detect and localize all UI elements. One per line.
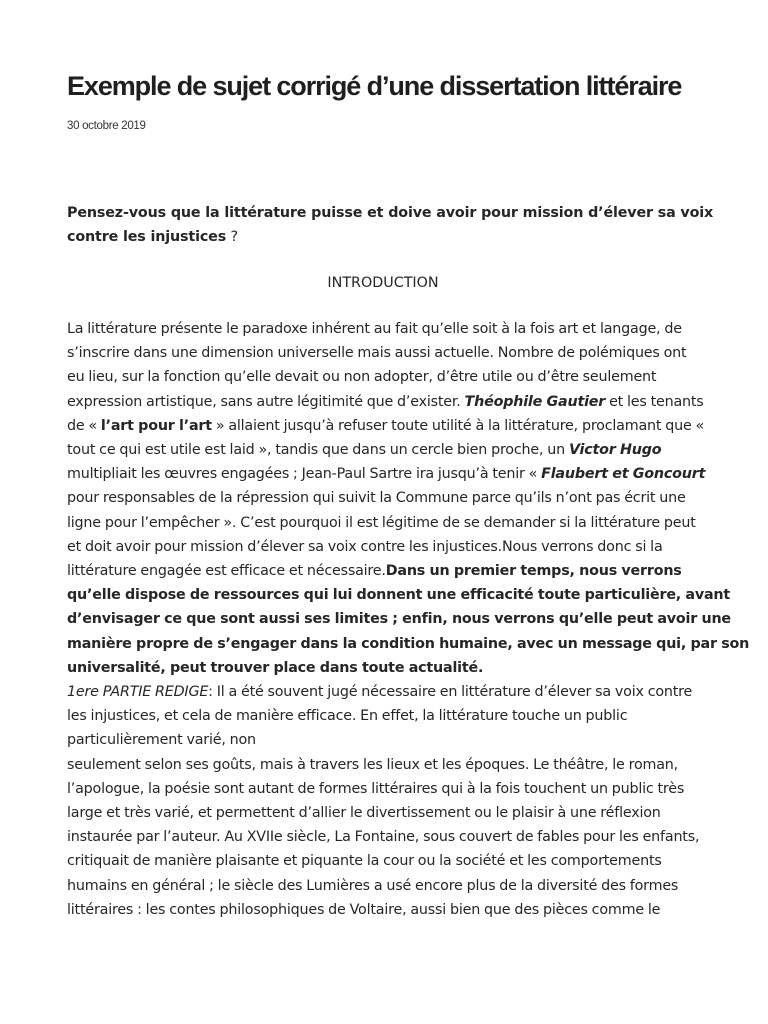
intro-line: pour responsables de la répression qui suivit la Commune parce qu’ils n’ont pas écrit une [67, 490, 686, 507]
author-name: Flaubert et Goncourt [541, 466, 706, 483]
intro-line [67, 559, 703, 583]
part1-line: humains en général ; le siècle des Lumières a usé encore plus de la diversité des formes [67, 877, 679, 894]
intro-line [67, 414, 703, 438]
emphasis-text: d’envisager ce que sont aussi ses limites ; enfin, nous verrons qu’elle peut avoir une [67, 611, 731, 628]
author-name: Théophile Gautier [464, 393, 606, 410]
emphasis-text: Dans un premier temps, nous verrons [385, 563, 682, 580]
article-date: 30 octobre 2019 [67, 120, 146, 132]
intro-line [67, 438, 703, 462]
emphasis-text: universalité, peut trouver place dans toute actualité. [67, 659, 484, 676]
text-run: multipliait les œuvres engagées ; Jean-Paul Sartre ira jusqu’à tenir « [67, 466, 542, 483]
emphasis-text: qu’elle dispose de ressources qui lui donnent une efficacité toute particulière, avant [67, 587, 731, 604]
question-line [67, 201, 714, 225]
part1-line: l’apologue, la poésie sont autant de formes littéraires qui à la fois touchent un public très [67, 780, 685, 797]
part1-line: instaurée par l’auteur. Au XVIIe siècle, La Fontaine, sous couvert de fables pour les enfants, [67, 829, 700, 846]
question-mark: ? [226, 229, 238, 246]
intro-line: et doit avoir pour mission d’élever sa voix contre les injustices.Nous verrons donc si la [67, 538, 663, 555]
emphasis-text: manière propre de s’engager dans la condition humaine, avec un message qui, par son [67, 635, 750, 652]
part1-line: large et très varié, et permettent d’allier le divertissement ou le plaisir à une réflexion [67, 805, 661, 822]
part1-line: littéraires : les contes philosophiques de Voltaire, aussi bien que des pièces comme le [67, 901, 661, 918]
part1-line: seulement selon ses goûts, mais à travers les lieux et les époques. Le théâtre, le roman, [67, 756, 678, 773]
intro-line [67, 656, 703, 680]
text-run: » allaient jusqu’à refuser toute utilité à la littérature, proclamant que « [211, 417, 705, 434]
intro-line: ligne pour l’empêcher ». C’est pourquoi il est légitime de se demander si la littérature peut [67, 514, 696, 531]
part-label: 1ere PARTIE REDIGE [67, 684, 209, 701]
body-text [67, 317, 750, 922]
text-run: et les tenants [605, 393, 704, 410]
intro-line: eu lieu, sur la fonction qu’elle devait ou non adopter, d’être utile ou d’être seulement [67, 369, 657, 386]
text-run: tout ce qui est utile est laid », tandis que dans un cercle bien proche, un [67, 442, 569, 459]
intro-line [67, 462, 706, 486]
question-text: Pensez-vous que la littérature puisse et doive avoir pour mission d’élever sa voix [67, 205, 714, 221]
intro-line: s’inscrire dans une dimension universelle mais aussi actuelle. Nombre de polémiques ont [67, 345, 687, 362]
article-title: Exemple de sujet corrigé d’une dissertation littéraire [67, 71, 682, 101]
part1-line: critiquait de manière plaisante et piquante la cour ou la société et les comportements [67, 853, 662, 870]
text-run: de « [67, 417, 101, 434]
intro-line [67, 390, 703, 414]
intro-line [67, 583, 731, 607]
intro-line: La littérature présente le paradoxe inhérent au fait qu’elle soit à la fois art et langage, de [67, 321, 682, 337]
text-run: : Il a été souvent jugé nécessaire en littérature d’élever sa voix contre [208, 684, 693, 701]
question-line [67, 225, 703, 249]
part1-line: les injustices, et cela de manière efficace. En effet, la littérature touche un public [67, 708, 628, 725]
introduction-heading: INTRODUCTION [327, 275, 439, 291]
intro-line [67, 607, 731, 631]
part1-line: particulièrement varié, non [67, 732, 256, 749]
text-run: littérature engagée est efficace et nécessaire. [67, 563, 386, 580]
text-run: expression artistique, sans autre légitimité que d’exister. [67, 393, 465, 410]
question-text: contre les injustices [67, 229, 227, 246]
part1-line [67, 680, 703, 704]
emphasis-text: l’art pour l’art [100, 417, 212, 434]
author-name: Victor Hugo [568, 442, 662, 459]
dissertation-question [67, 201, 714, 249]
intro-line [67, 632, 750, 656]
